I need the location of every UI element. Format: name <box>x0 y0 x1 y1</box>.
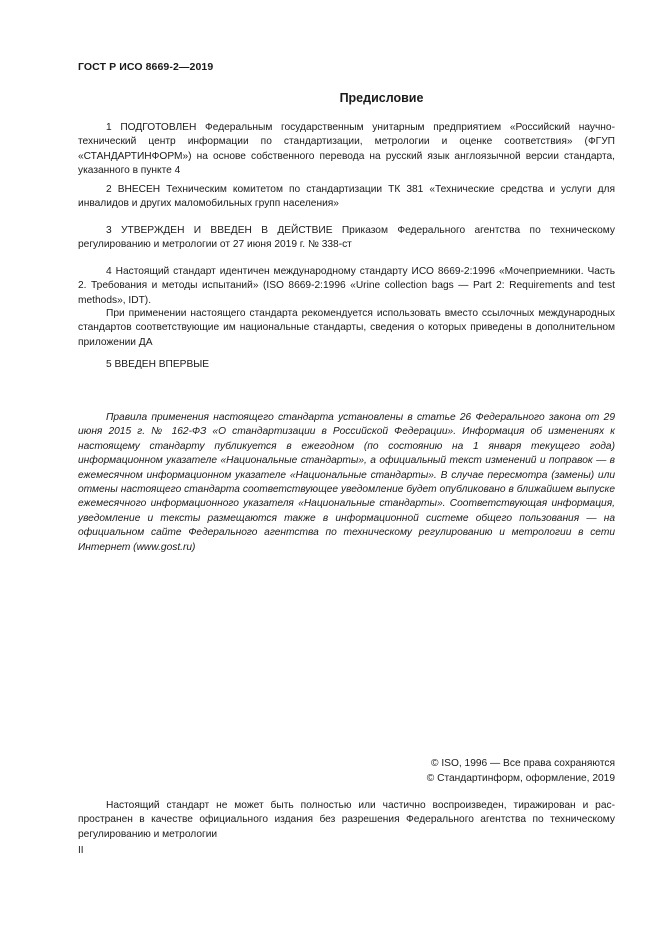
standartinform-copyright: © Стандартинформ, оформление, 2019 <box>426 773 615 784</box>
preface-item-3: 3 УТВЕРЖДЕН И ВВЕДЕН В ДЕЙСТВИЕ Приказом Федерального агентства по техническому регулированию и метрологии от 27 июня 2019 г. № 338-ст <box>78 225 615 251</box>
standard-code-header: ГОСТ Р ИСО 8669-2—2019 <box>78 61 214 73</box>
iso-copyright: © ISO, 1996 — Все права сохраняются <box>431 758 615 769</box>
preface-item-2: 2 ВНЕСЕН Техническим комитетом по стандартизации ТК 381 «Технические средства и услуги для инвалидов и других маломобильных групп населения» <box>78 184 615 210</box>
application-rules-notice: Правила применения настоящего стандарта установлены в статье 26 Федерального закона от 29 июня 2015 г. № 162-ФЗ «О стандартизации в Российской Федерации». Информация об изменениях к настоящему стандарту публикуется в ежегодном (по состоянию на 1 января текущего года) информационном указателе «Национальные стандарты», а официальный текст изменений и поправок — в ежемесячном информационном указателе «Национальные стандарты». В случае пересмотра (замены) или отмены настоящего стандарта соответствующее уведомление будет опубликовано в ближайшем выпуске ежемесячного информационного указателя «Национальные стандарты». Соответствующая информация, уведомление и тексты размещаются также в информационной системе общего пользования — на официальном сайте Федерального агентства по техническому регулированию и метрологии в сети Интернет (www.gost.ru) <box>78 412 615 553</box>
page-number: II <box>78 845 84 856</box>
preface-item-4: 4 Настоящий стандарт идентичен международному стандарту ИСО 8669-2:1996 «Мочеприемники. Часть 2. Требования и методы испытаний» (ISO 8669-2:1996 «Urine collection bags — Part 2: Requirements and test methods», IDT). <box>78 266 615 306</box>
preface-item-5: 5 ВВЕДЕН ВПЕРВЫЕ <box>106 359 210 370</box>
preface-title: Предисловие <box>339 91 424 105</box>
preface-item-4-note: При применении настоящего стандарта рекомендуется использовать вместо ссылочных международных стандартов соответствующие им национальные стандарты, сведения о которых приведены в дополнительном приложении ДА <box>78 308 615 348</box>
reproduction-notice: Настоящий стандарт не может быть полностью или частично воспроизведен, тиражирован и распространен в качестве официального издания без разрешения Федерального агентства по техническому регулированию и метрологии <box>78 800 615 840</box>
preface-item-1: 1 ПОДГОТОВЛЕН Федеральным государственным унитарным предприятием «Российский научно-технический центр информации по стандартизации, метрологии и оценке соответствия» (ФГУП «СТАНДАРТИНФОРМ») на основе собственного перевода на русский язык англоязычной версии стандарта, указанного в пункте 4 <box>78 122 615 177</box>
